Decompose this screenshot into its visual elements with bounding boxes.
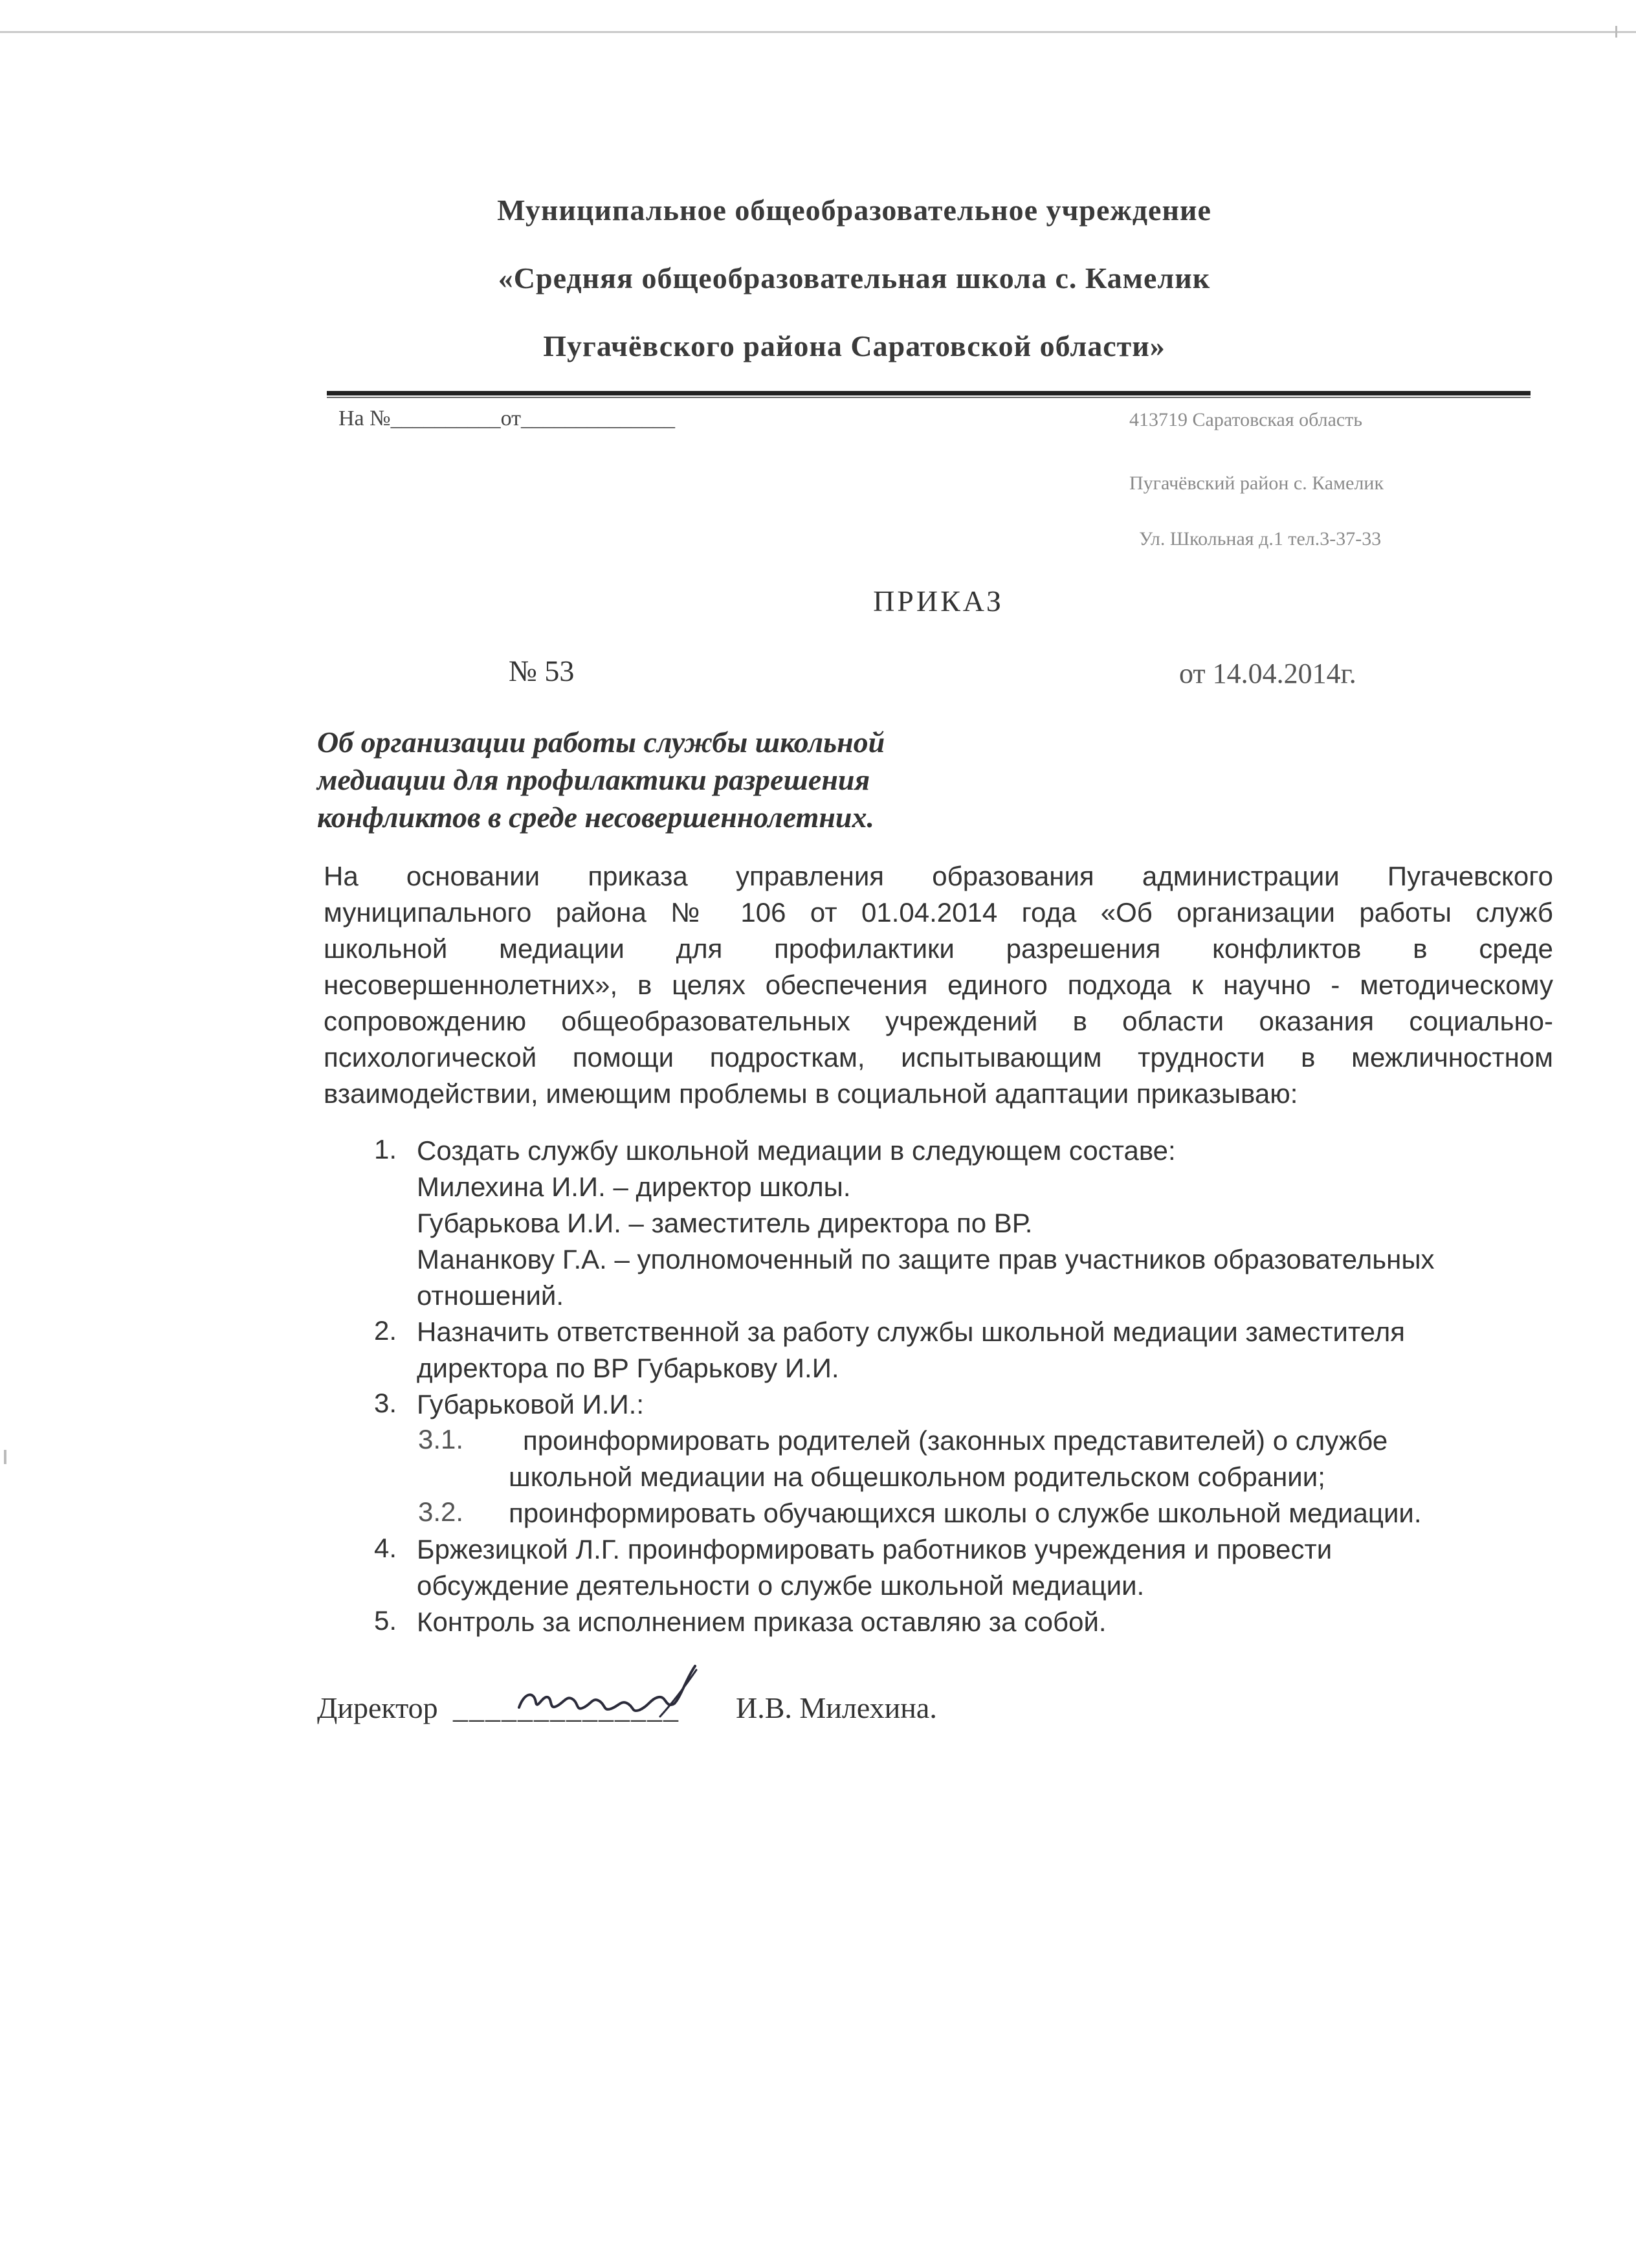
order-title: ПРИКАЗ bbox=[873, 584, 1004, 617]
header-rule bbox=[327, 391, 1531, 395]
scan-speck bbox=[4, 1450, 6, 1464]
reference-number: На №__________от______________ bbox=[338, 406, 675, 430]
preamble-line: На основании приказа управления образования администрации Пугачевского bbox=[324, 861, 1553, 891]
item-2-line-1: Назначить ответственной за работу службы школьной медиации заместителя bbox=[417, 1317, 1405, 1347]
preamble-line: сопровождению общеобразовательных учреждений в области оказания социально- bbox=[324, 1006, 1553, 1036]
item-number-1: 1. bbox=[374, 1134, 397, 1164]
item-number-3-2: 3.2. bbox=[418, 1496, 464, 1527]
item-number-2: 2. bbox=[374, 1315, 397, 1346]
signature-line: ______________ bbox=[453, 1691, 680, 1724]
item-3-1-line-1: проинформировать родителей (законных представителей) о службе bbox=[523, 1425, 1388, 1456]
institution-line-2: «Средняя общеобразовательная школа с. Камелик bbox=[498, 261, 1211, 295]
preamble-line: муниципального района № 106 от 01.04.2014 года «Об организации работы служб bbox=[324, 897, 1553, 928]
handwritten-signature bbox=[511, 1657, 705, 1735]
item-number-5: 5. bbox=[374, 1605, 397, 1636]
item-4-line-2: обсуждение деятельности о службе школьной медиации. bbox=[417, 1570, 1145, 1601]
institution-line-3: Пугачёвского района Саратовской области» bbox=[543, 329, 1166, 362]
order-subject bbox=[317, 724, 1029, 836]
order-number: № 53 bbox=[509, 654, 575, 687]
scan-speck bbox=[1615, 26, 1617, 38]
item-5-line-1: Контроль за исполнением приказа оставляю за собой. bbox=[417, 1606, 1107, 1637]
item-1-line-1: Создать службу школьной медиации в следующем составе: bbox=[417, 1135, 1176, 1166]
item-1-line-5: отношений. bbox=[417, 1280, 564, 1311]
address-line-3: Ул. Школьная д.1 тел.3-37-33 bbox=[1139, 528, 1382, 550]
item-1-line-4: Мананкову Г.А. – уполномоченный по защите прав участников образовательных bbox=[417, 1244, 1435, 1274]
item-2-line-2: директора по ВР Губарькову И.И. bbox=[417, 1353, 839, 1383]
item-3-2-line-1: проинформировать обучающихся школы о службе школьной медиации. bbox=[509, 1498, 1422, 1528]
preamble-paragraph bbox=[324, 858, 1553, 1112]
item-4-line-1: Бржезицкой Л.Г. проинформировать работников учреждения и провести bbox=[417, 1534, 1332, 1564]
item-number-3-1: 3.1. bbox=[418, 1424, 464, 1454]
preamble-line: школьной медиации для профилактики разрешения конфликтов в среде bbox=[324, 933, 1553, 964]
signature-scribble-icon bbox=[511, 1657, 705, 1735]
preamble-line: несовершеннолетних», в целях обеспечения единого подхода к научно - методическому bbox=[324, 970, 1553, 1000]
item-number-3: 3. bbox=[374, 1388, 397, 1418]
scan-edge-line bbox=[0, 31, 1636, 33]
subject-line-2: медиации для профилактики разрешения bbox=[317, 763, 870, 796]
header-rule-thin bbox=[327, 397, 1531, 398]
item-1-line-2: Милехина И.И. – директор школы. bbox=[417, 1172, 851, 1202]
preamble-line: психологической помощи подросткам, испытывающим трудности в межличностном bbox=[324, 1042, 1553, 1073]
signature-name: И.В. Милехина. bbox=[736, 1691, 937, 1724]
institution-line-1: Муниципальное общеобразовательное учреждение bbox=[497, 194, 1211, 227]
subject-line-3: конфликтов в среде несовершеннолетних. bbox=[317, 801, 874, 834]
item-3-line-1: Губарьковой И.И.: bbox=[417, 1389, 645, 1419]
address-line-2: Пугачёвский район с. Камелик bbox=[1129, 472, 1384, 494]
address-line-1: 413719 Саратовская область bbox=[1129, 409, 1363, 430]
item-1-line-3: Губарькова И.И. – заместитель директора по ВР. bbox=[417, 1208, 1033, 1238]
item-number-4: 4. bbox=[374, 1533, 397, 1563]
preamble-line: взаимодействии, имеющим проблемы в социальной адаптации приказываю: bbox=[324, 1078, 1298, 1109]
order-date: от 14.04.2014г. bbox=[1179, 658, 1356, 689]
subject-line-1: Об организации работы службы школьной bbox=[317, 726, 885, 759]
signature-role: Директор bbox=[317, 1691, 438, 1724]
item-3-1-line-2: школьной медиации на общешкольном родительском собрании; bbox=[509, 1462, 1325, 1492]
